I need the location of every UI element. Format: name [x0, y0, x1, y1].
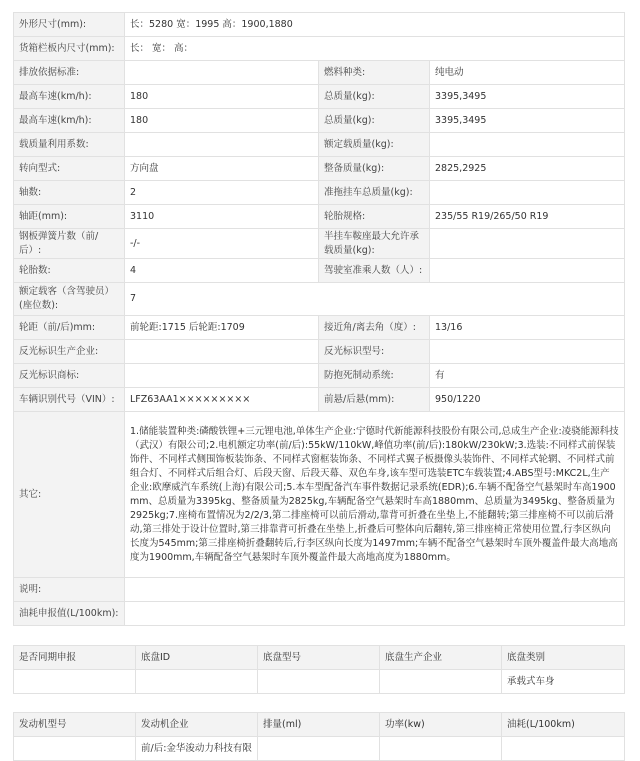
chassis-table: [13, 645, 625, 694]
spec-row: [14, 85, 625, 109]
spec-value: [125, 61, 319, 85]
spec-label: 钢板弹簧片数（前/后）:: [14, 229, 125, 259]
spec-label: 最高车速(km/h):: [14, 109, 125, 133]
spec-row: [14, 316, 625, 340]
spec-label: 外形尺寸(mm):: [14, 13, 125, 37]
spec-value: 4: [125, 259, 319, 283]
spec-label: 载质量利用系数:: [14, 133, 125, 157]
spec-value: 方向盘: [125, 157, 319, 181]
spec-label: 油耗申报值(L/100km):: [14, 602, 125, 626]
spec-label: 其它:: [14, 412, 125, 578]
spec-row: [14, 157, 625, 181]
engine-header-cell: 发动机企业: [136, 713, 258, 737]
chassis-cell: 承载式车身: [502, 670, 625, 694]
engine-cell: [380, 737, 502, 761]
spec-value: LFZ63AA1×××××××××: [125, 388, 319, 412]
spec-row: [14, 229, 625, 259]
chassis-cell: [136, 670, 258, 694]
spec-value: 13/16: [430, 316, 625, 340]
spec-label: 说明:: [14, 578, 125, 602]
spec-value: 180: [125, 85, 319, 109]
engine-cell: [258, 737, 380, 761]
engine-header-cell: 发动机型号: [14, 713, 136, 737]
spec-value: 3395,3495: [430, 85, 625, 109]
spec-row: [14, 340, 625, 364]
spec-row: [14, 205, 625, 229]
spec-label: 准拖挂车总质量(kg):: [319, 181, 430, 205]
spec-value: 235/55 R19/265/50 R19: [430, 205, 625, 229]
engine-header-cell: 油耗(L/100km): [502, 713, 625, 737]
spec-label: 货箱栏板内尺寸(mm):: [14, 37, 125, 61]
spec-label: 防抱死制动系统:: [319, 364, 430, 388]
spec-label: 轮胎数:: [14, 259, 125, 283]
spec-row: [14, 181, 625, 205]
spec-value: 有: [430, 364, 625, 388]
spec-value: [125, 364, 319, 388]
chassis-header-cell: 底盘型号: [258, 646, 380, 670]
spec-row: [14, 259, 625, 283]
engine-table: [13, 712, 625, 761]
spec-label: 驾驶室准乘人数（人）:: [319, 259, 430, 283]
spec-label: 总质量(kg):: [319, 85, 430, 109]
spec-value: [125, 578, 625, 602]
spec-value: 3395,3495: [430, 109, 625, 133]
spec-label: 转向型式:: [14, 157, 125, 181]
spec-label: 反光标识商标:: [14, 364, 125, 388]
engine-header-cell: 排量(ml): [258, 713, 380, 737]
chassis-header-cell: 底盘生产企业: [380, 646, 502, 670]
vehicle-spec-sheet: [13, 12, 624, 761]
engine-data-row: [14, 737, 625, 761]
spec-value: 长：5280 宽：1995 高：1900,1880: [125, 13, 625, 37]
spec-row: [14, 602, 625, 626]
spec-label: 轮距（前/后)mm:: [14, 316, 125, 340]
spec-label: 轴数:: [14, 181, 125, 205]
chassis-cell: [380, 670, 502, 694]
chassis-header-row: [14, 646, 625, 670]
spec-label: 最高车速(km/h):: [14, 85, 125, 109]
spec-row: [14, 109, 625, 133]
spec-label: 半挂车鞍座最大允许承载质量(kg):: [319, 229, 430, 259]
spec-value: 纯电动: [430, 61, 625, 85]
spec-value: 长： 宽： 高：: [125, 37, 625, 61]
engine-cell: [502, 737, 625, 761]
engine-cell: 前/后:金华浚动力科技有限: [136, 737, 258, 761]
spec-value: [430, 259, 625, 283]
spec-label: 额定载质量(kg):: [319, 133, 430, 157]
spec-row: [14, 37, 625, 61]
spec-label: 反光标识生产企业:: [14, 340, 125, 364]
spec-row: [14, 283, 625, 316]
spec-row: [14, 61, 625, 85]
chassis-header-cell: 底盘类别: [502, 646, 625, 670]
spec-label: 接近角/离去角（度）:: [319, 316, 430, 340]
spec-label: 反光标识型号:: [319, 340, 430, 364]
spec-value: [430, 340, 625, 364]
spec-row: [14, 133, 625, 157]
chassis-data-row: [14, 670, 625, 694]
spec-label: 排放依据标准:: [14, 61, 125, 85]
spec-label: 额定载客（含驾驶员）(座位数):: [14, 283, 125, 316]
spec-value: 前轮距:1715 后轮距:1709: [125, 316, 319, 340]
spec-value: [125, 133, 319, 157]
spec-value: [125, 602, 625, 626]
chassis-header-cell: 底盘ID: [136, 646, 258, 670]
spec-row: [14, 364, 625, 388]
spec-label: 前悬/后悬(mm):: [319, 388, 430, 412]
spec-row: [14, 388, 625, 412]
spec-table: [13, 12, 625, 626]
chassis-cell: [258, 670, 380, 694]
engine-header-cell: 功率(kw): [380, 713, 502, 737]
spec-row: [14, 578, 625, 602]
spec-row: [14, 412, 625, 578]
engine-cell: [14, 737, 136, 761]
spec-value: -/-: [125, 229, 319, 259]
spec-label: 燃料种类:: [319, 61, 430, 85]
spec-value: 2: [125, 181, 319, 205]
spec-value: [430, 181, 625, 205]
spec-label: 总质量(kg):: [319, 109, 430, 133]
spec-value: 2825,2925: [430, 157, 625, 181]
spec-label: 车辆识别代号（VIN）:: [14, 388, 125, 412]
spec-value: 1.储能装置种类:磷酸铁锂+三元锂电池,单体生产企业:宁德时代新能源科技股份有限公司,总成生产企业:凌骁能源科技（武汉）有限公司;2.电机额定功率(前/后):55kW/110kW,峰值功率(前/后):180kW/230kW;3.选装:不同样式前保装饰件、不同样式侧围饰板装饰条、不同样式窗框装饰条、不同样式翼子板摄像头装饰件、不同样式轮辋、不同样式前组合灯、不同样式后组合灯、后段天窗、后段天幕、双色车身,该车型可选装ETC车载装置;4.ABS型号:MKC2L,生产企业:欧摩威汽车系统(上海)有限公司;5.本车型配备汽车事件数据记录系统(EDR);6.车辆不配备空气悬架时车高1900mm、总质量为3395kg、整备质量为2825kg,车辆配备空气悬架时车高1880mm、总质量为3495kg、整备质量为2925kg;7.座椅布置情况为2/2/3,第二排座椅可以前后滑动,靠背可折叠在坐垫上,不能翻转;第三排座椅不可以前后滑动,第三排处于设计位置时,第三排靠背可折叠在坐垫上,折叠后可整体向后翻转,第三排座椅正常使用位置,行李区纵向长度为545mm;第三排座椅折叠翻转后,行李区纵向长度为1497mm;车辆不配备空气悬架时车顶外覆盖件最大高地高度为1900mm,车辆配备空气悬架时车顶外覆盖件最大高地高度为1880mm。: [125, 412, 625, 578]
spec-value: 950/1220: [430, 388, 625, 412]
chassis-cell: [14, 670, 136, 694]
spec-value: [430, 229, 625, 259]
spec-label: 轮胎规格:: [319, 205, 430, 229]
chassis-header-cell: 是否同期申报: [14, 646, 136, 670]
spec-value: [125, 340, 319, 364]
spec-value: 3110: [125, 205, 319, 229]
spec-value: [430, 133, 625, 157]
spec-label: 轴距(mm):: [14, 205, 125, 229]
spec-label: 整备质量(kg):: [319, 157, 430, 181]
spec-value: 180: [125, 109, 319, 133]
spec-value: 7: [125, 283, 625, 316]
spec-row: [14, 13, 625, 37]
engine-header-row: [14, 713, 625, 737]
